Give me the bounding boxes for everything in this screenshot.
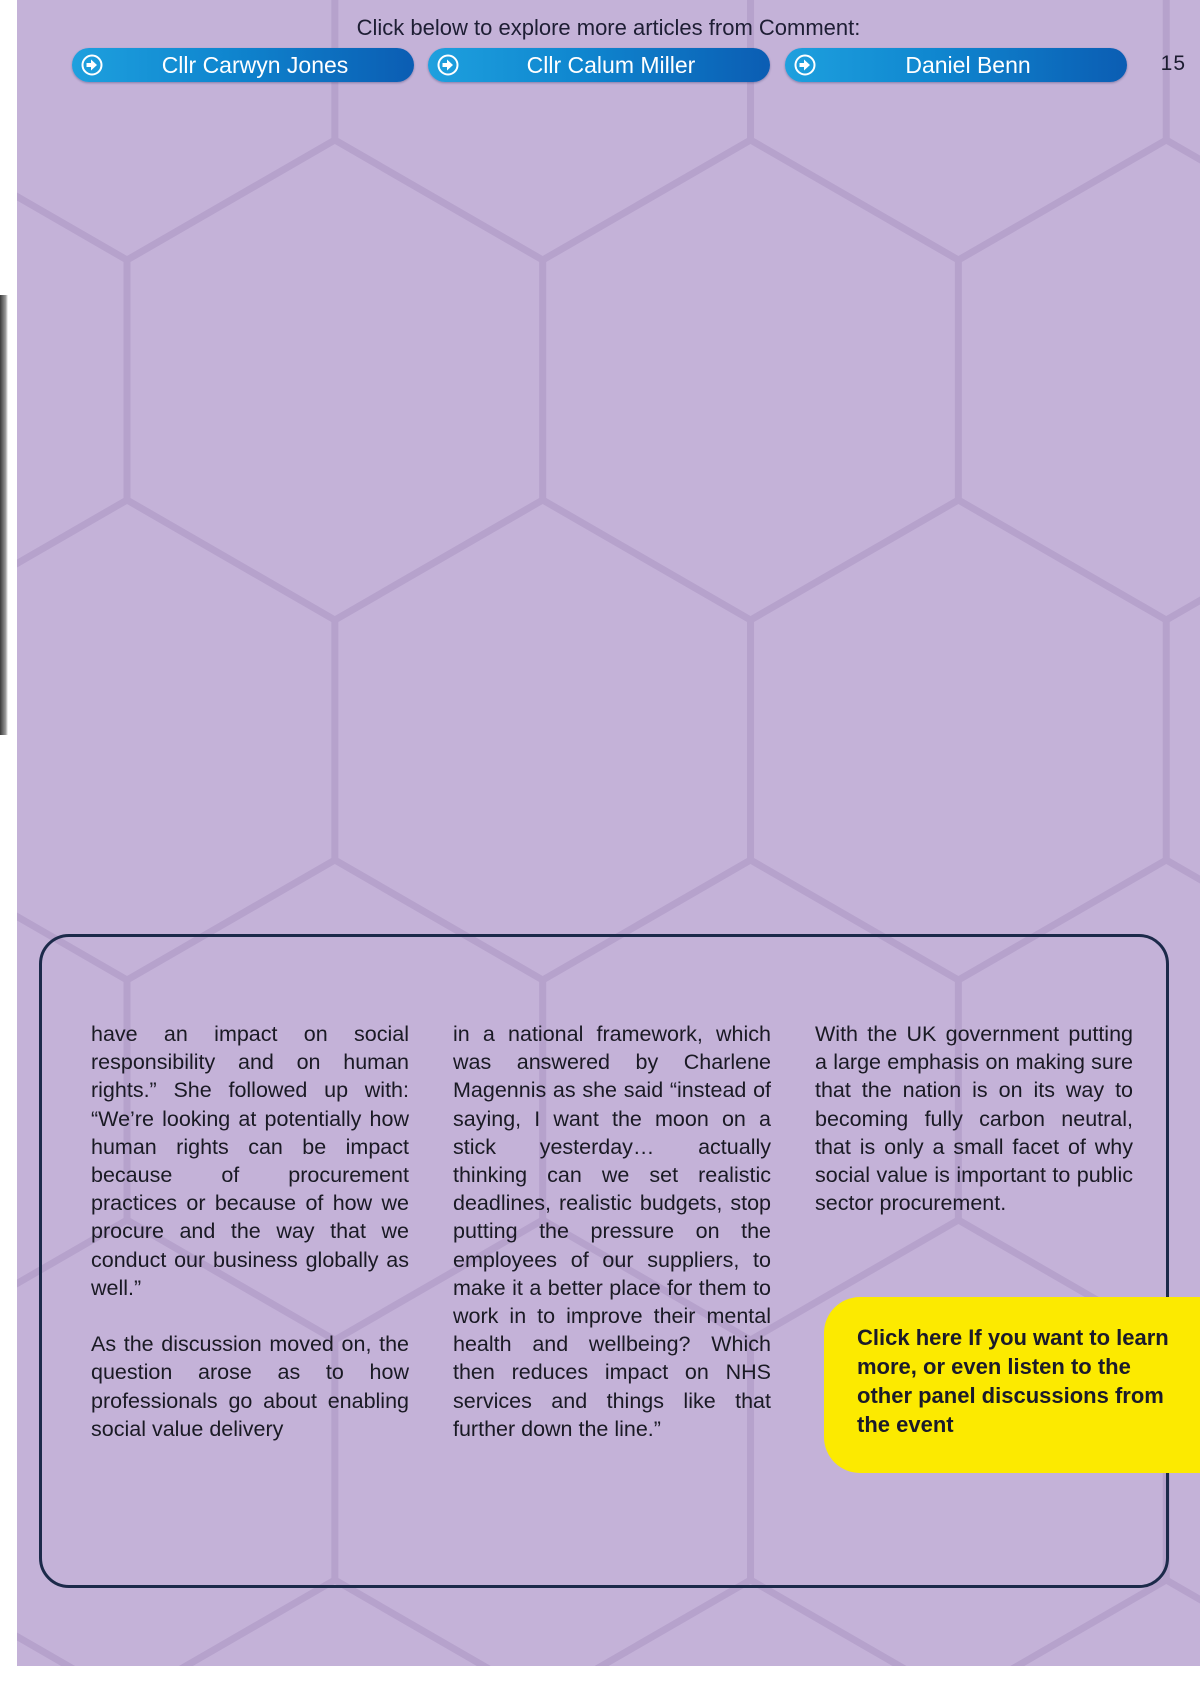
article-paragraph: With the UK government putting a large emphasis on making sure that the nation is on its way to becoming fully carbon neutral, that is only a small facet of why social value is important to public sector procurement.: [815, 1022, 1133, 1216]
page-number: 15: [1160, 52, 1186, 75]
pattern-line: [543, 1580, 751, 1666]
pattern-line: [1166, 1580, 1200, 1666]
article-column-2: [453, 1020, 771, 1471]
article-paragraph: in a national framework, which was answered by Charlene Magennis as she said “instead of saying, I want the moon on a stick yesterday… actually thinking can we set realistic deadlines, realistic budgets, stop putting the pressure on the employees of our suppliers, to make it a better place for them to work in to improve their mental health and wellbeing? Which then reduces impact on NHS services and things like that further down the line.”: [453, 1022, 771, 1441]
arrow-circle-right-icon: [81, 54, 103, 76]
pattern-line: [1166, 140, 1200, 260]
explore-articles-prompt: Click below to explore more articles from Comment:: [356, 15, 861, 40]
article-link-daniel-benn[interactable]: [785, 48, 1127, 82]
pattern-line: [335, 140, 543, 260]
article-link-calum-miller[interactable]: [428, 48, 770, 82]
page-bottom-margin: [0, 1666, 1200, 1696]
pattern-line: [751, 500, 959, 620]
pattern-line: [958, 500, 1166, 620]
pattern-line: [1166, 500, 1200, 620]
page: [17, 0, 1200, 1666]
panel-discussions-link[interactable]: [824, 1297, 1200, 1473]
pattern-line: [958, 140, 1166, 260]
panel-discussions-link-text: Click here If you want to learn more, or even listen to the other panel discussions from the event: [857, 1325, 1169, 1437]
pattern-line: [335, 1580, 543, 1666]
pattern-line: [543, 140, 751, 260]
pattern-line: [543, 500, 751, 620]
article-paragraph: As the discussion moved on, the question arose as to how professionals go about enabling social value delivery: [91, 1332, 409, 1441]
pattern-line: [127, 500, 335, 620]
article-column-3: [815, 1020, 1133, 1246]
pattern-line: [17, 500, 127, 620]
pattern-line: [127, 140, 335, 260]
pattern-line: [17, 1580, 127, 1666]
pattern-line: [751, 140, 959, 260]
pattern-line: [1166, 860, 1200, 980]
page-edge-shadow: [0, 295, 8, 735]
pattern-line: [958, 1580, 1166, 1666]
article-paragraph: have an impact on social responsibility and on human rights.” She followed up with: “We’re looking at potentially how human rights can be impact because of procurement practices or because of how we procure and the way that we conduct our business globally as well.”: [91, 1022, 409, 1300]
arrow-circle-right-icon: [794, 54, 816, 76]
pattern-line: [335, 500, 543, 620]
article-link-label: Cllr Calum Miller: [526, 52, 696, 78]
article-link-carwyn-jones[interactable]: [72, 48, 414, 82]
article-link-label: Cllr Carwyn Jones: [161, 52, 349, 78]
pattern-line: [751, 1580, 959, 1666]
pattern-line: [127, 1580, 335, 1666]
arrow-circle-right-icon: [437, 54, 459, 76]
article-link-label: Daniel Benn: [905, 52, 1031, 78]
article-column-1: [91, 1020, 409, 1471]
pattern-line: [17, 140, 127, 260]
